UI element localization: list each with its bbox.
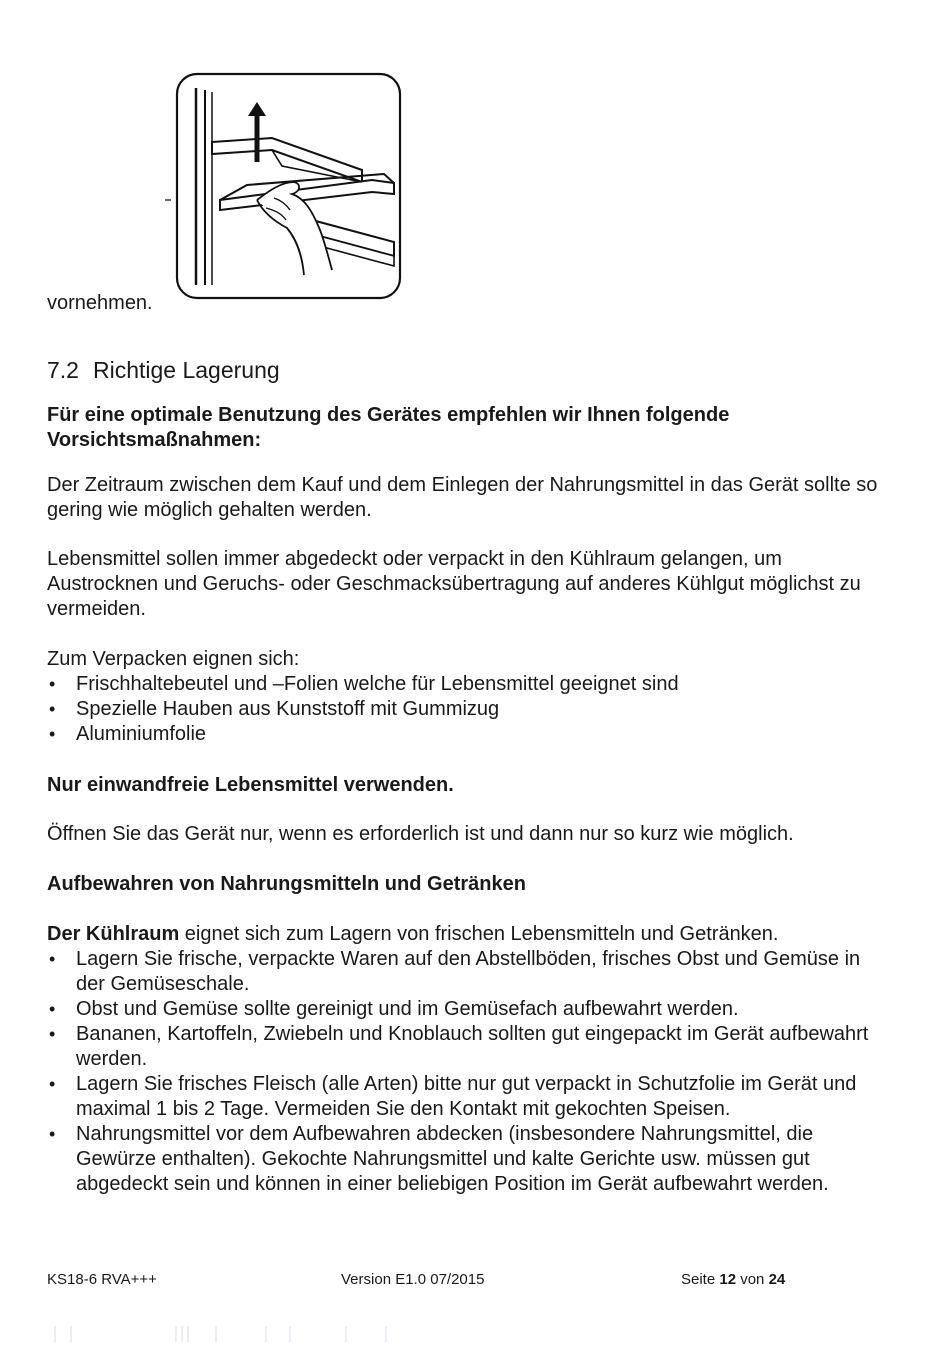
fridge-label: Der Kühlraum [47, 923, 180, 945]
paragraph-purchase-time: Der Zeitraum zwischen dem Kauf und dem Einlegen der Nahrungsmittel in das Gerät sollte so gering wie möglich gehalten werden. [47, 474, 878, 521]
warning-text: Nur einwandfreie Lebensmittel verwenden. [47, 774, 454, 796]
page-mid: von [736, 1271, 769, 1288]
page-prefix: Seite [681, 1271, 720, 1288]
section-title: Richtige Lagerung [92, 357, 280, 383]
footer-page [681, 1271, 785, 1289]
list-item: • Lagern Sie frisches Fleisch (alle Arten) bitte nur gut verpackt in Schutzfolie im Gerät und maximal 1 bis 2 Tage. Vermeiden Sie den Kontakt mit gekochten Speisen. [47, 1072, 877, 1122]
packing-list [47, 672, 907, 747]
section-heading [47, 357, 280, 384]
fridge-list [47, 947, 877, 1197]
section-number: 7.2 [47, 357, 79, 383]
door-note: Öffnen Sie das Gerät nur, wenn es erforderlich ist und dann nur so kurz wie möglich. [47, 823, 794, 845]
list-item: • Bananen, Kartoffeln, Zwiebeln und Knoblauch sollten gut eingepackt im Gerät aufbewahrt werden. [47, 1022, 877, 1072]
lead-text: Für eine optimale Benutzung des Gerätes empfehlen wir Ihnen folgende Vorsichtsmaßnahmen: [47, 404, 730, 451]
list-item: • Lagern Sie frische, verpackte Waren auf den Abstellböden, frisches Obst und Gemüse in der Gemüseschale. [47, 947, 877, 997]
scan-artifacts [40, 1322, 440, 1346]
shelf-removal-illustration [162, 70, 404, 302]
fridge-text: eignet sich zum Lagern von frischen Lebensmitteln und Getränken. [179, 923, 779, 945]
footer-version: Version E1.0 07/2015 [341, 1271, 485, 1288]
list-item: • Aluminiumfolie [47, 722, 907, 747]
page-current: 12 [719, 1271, 737, 1288]
page-total: 24 [768, 1271, 786, 1288]
storage-heading: Aufbewahren von Nahrungsmitteln und Getränken [47, 873, 526, 895]
list-item: • Obst und Gemüse sollte gereinigt und im Gemüsefach aufbewahrt werden. [47, 997, 877, 1022]
list-item: • Nahrungsmittel vor dem Aufbewahren abdecken (insbesondere Nahrungsmittel, die Gewürze enthalten). Gekochte Nahrungsmittel und kalte Gerichte usw. müssen gut abgedeckt sein und können in einer beliebigen Position im Gerät aufbewahrt werden. [47, 1122, 877, 1197]
list-item: • Spezielle Hauben aus Kunststoff mit Gummizug [47, 697, 907, 722]
footer-model: KS18-6 RVA+++ [47, 1271, 157, 1288]
paragraph-covered-food: Lebensmittel sollen immer abgedeckt oder verpackt in den Kühlraum gelangen, um Austrocknen und Geruchs- oder Geschmacksübertragung auf anderes Kühlgut möglichst zu vermeiden. [47, 548, 861, 620]
packing-intro: Zum Verpacken eignen sich: [47, 648, 300, 670]
intro-word: vornehmen. [47, 292, 153, 314]
list-item: • Frischhaltebeutel und –Folien welche für Lebensmittel geeignet sind [47, 672, 907, 697]
fridge-intro [47, 922, 779, 947]
